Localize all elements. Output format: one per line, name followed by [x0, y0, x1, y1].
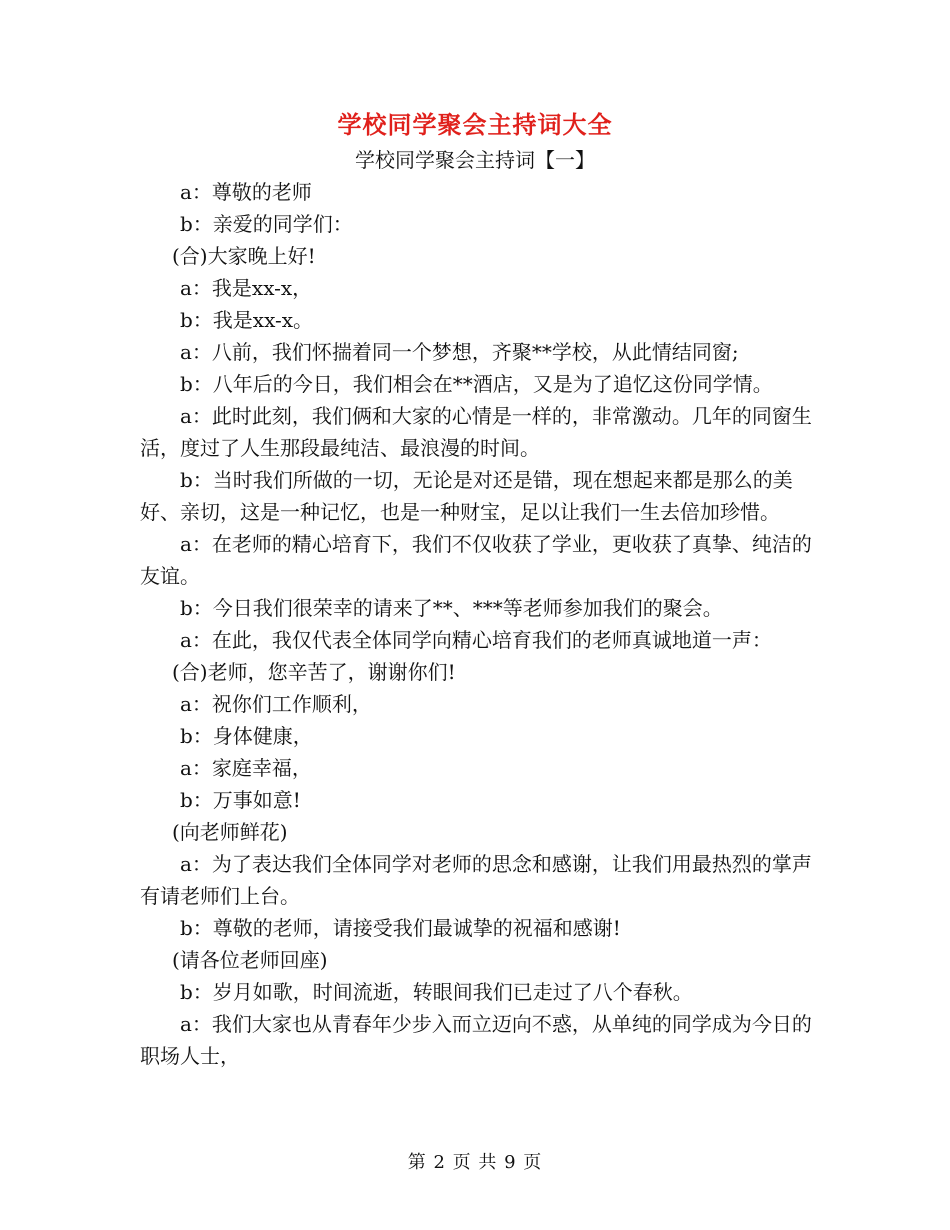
paragraph: b：我是xx-x。 — [180, 308, 314, 332]
paragraph: a：八前，我们怀揣着同一个梦想，齐聚**学校，从此情结同窗; — [180, 340, 739, 364]
paragraph: a：此时此刻，我们俩和大家的心情是一样的，非常激动。几年的同窗生活，度过了人生那段最纯洁、最浪漫的时间。 — [140, 404, 812, 460]
paragraph: (合)大家晚上好! — [172, 244, 316, 268]
paragraph: b：身体健康， — [180, 724, 313, 748]
paragraph: a：祝你们工作顺利， — [180, 692, 372, 716]
document-title: 学校同学聚会主持词大全 — [337, 110, 613, 139]
paragraph: b：亲爱的同学们： — [180, 212, 353, 236]
paragraph: (合)老师，您辛苦了，谢谢你们! — [172, 660, 456, 684]
paragraph: b：八年后的今日，我们相会在**酒店，又是为了追忆这份同学情。 — [180, 372, 773, 396]
document-body — [140, 176, 815, 1072]
paragraph: a：在此，我仅代表全体同学向精心培育我们的老师真诚地道一声： — [180, 628, 772, 652]
paragraph: (请各位老师回座) — [172, 948, 328, 972]
paragraph: a：家庭幸福， — [180, 756, 312, 780]
paragraph: a：尊敬的老师 — [180, 180, 312, 204]
document-subtitle: 学校同学聚会主持词【一】 — [355, 148, 595, 172]
page-footer: 第 2 页 共 9 页 — [407, 1152, 543, 1173]
paragraph: b：万事如意! — [180, 788, 301, 812]
paragraph: a：我是xx-x， — [180, 276, 313, 300]
paragraph: (向老师鲜花) — [172, 820, 288, 844]
paragraph: b：岁月如歌，时间流逝，转眼间我们已走过了八个春秋。 — [180, 980, 693, 1004]
paragraph: a：在老师的精心培育下，我们不仅收获了学业，更收获了真挚、纯洁的友谊。 — [140, 532, 812, 588]
paragraph: a：为了表达我们全体同学对老师的思念和感谢，让我们用最热烈的掌声有请老师们上台。 — [140, 852, 812, 908]
paragraph: b：今日我们很荣幸的请来了**、***等老师参加我们的聚会。 — [180, 596, 723, 620]
paragraph: b：尊敬的老师，请接受我们最诚挚的祝福和感谢! — [180, 916, 621, 940]
paragraph: b：当时我们所做的一切，无论是对还是错，现在想起来都是那么的美好、亲切，这是一种记忆，也是一种财宝，足以让我们一生去倍加珍惜。 — [140, 468, 793, 524]
paragraph: a：我们大家也从青春年少步入而立迈向不惑，从单纯的同学成为今日的职场人士， — [140, 1012, 812, 1068]
